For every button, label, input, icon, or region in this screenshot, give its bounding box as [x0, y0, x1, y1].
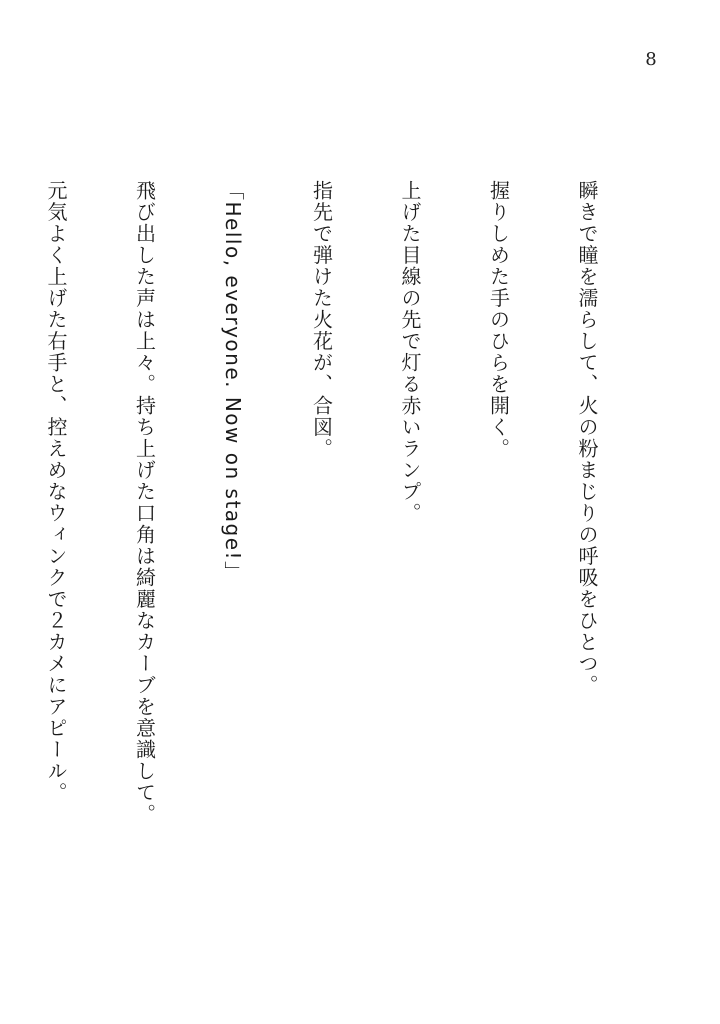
text-line-7: 元気よく上げた右手と、控えめなウィンクで２カメにアピール。	[44, 180, 68, 804]
text-line-1: 瞬きで瞳を濡らして、火の粉まじりの呼吸をひとつ。	[575, 180, 599, 696]
text-line-2: 握りしめた手のひらを開く。	[486, 180, 511, 460]
page-number: 8	[645, 49, 657, 70]
text-line-6: 飛び出した声は上々。持ち上げた口角は綺麗なカーブを意識して。	[132, 180, 157, 825]
text-line-5: 「Hello, everyone. Now on stage!」	[221, 180, 245, 583]
text-line-4: 指先で弾けた火花が、合図。	[309, 180, 334, 460]
text-line-3: 上げた目線の先で灯る赤いランプ。	[398, 180, 422, 524]
vertical-body-text	[0, 180, 660, 950]
